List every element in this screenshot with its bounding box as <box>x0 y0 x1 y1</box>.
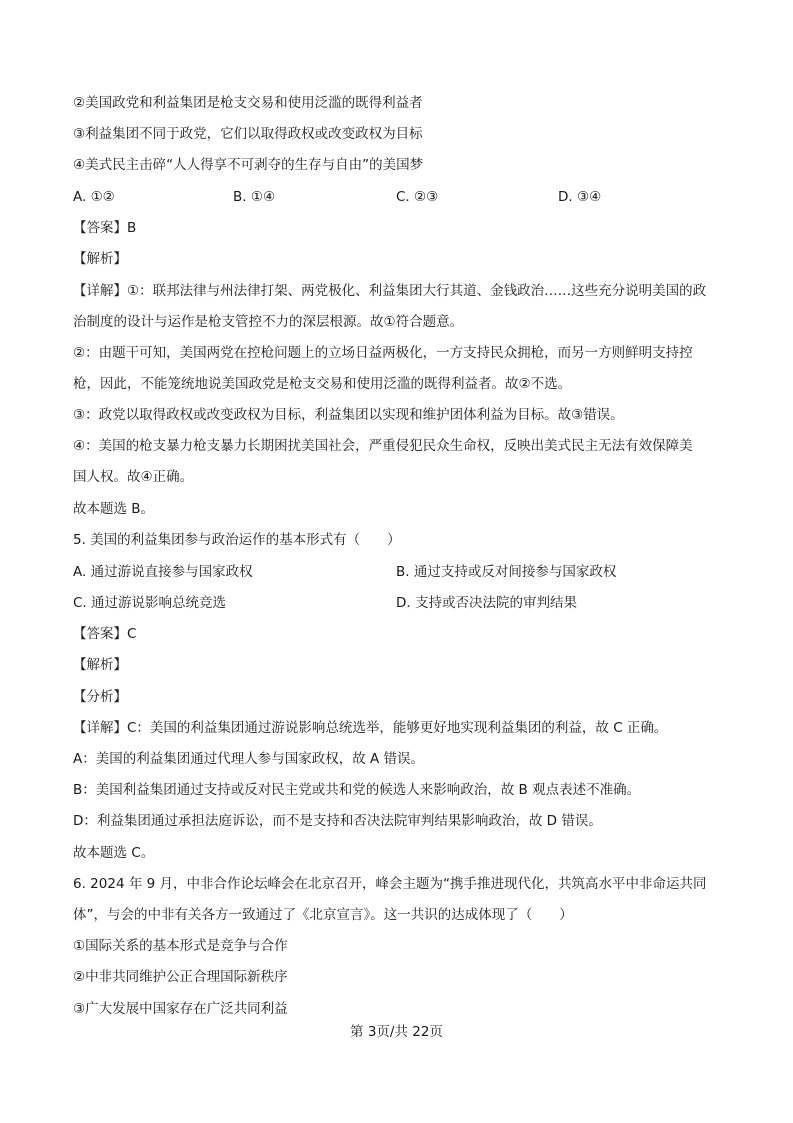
q6-stem: 体”，与会的中非有关各方一致通过了《北京宣言》。这一共识的达成体现了（ ） <box>73 907 573 923</box>
q6-statement-1: ①国际关系的基本形式是竞争与合作 <box>73 938 288 954</box>
q5-stem: 5. 美国的利益集团参与政治运作的基本形式有（ ） <box>73 532 401 548</box>
q4-analysis-label: 【解析】 <box>73 251 127 267</box>
q5-option-d: D. 支持或否决法院的审判结果 <box>396 595 577 611</box>
q4-statement-2: ②美国政党和利益集团是枪支交易和使用泛滥的既得利益者 <box>73 95 423 111</box>
q4-detail-line: ③：政党以取得政权或改变政权为目标，利益集团以实现和维护团体利益为目标。故③错误。 <box>73 407 624 423</box>
q5-analysis-label: 【解析】 <box>73 657 127 673</box>
q4-option-d: D. ③④ <box>558 189 602 205</box>
q5-option-c: C. 通过游说影响总统竞选 <box>73 595 227 611</box>
q4-detail-line: 枪，因此，不能笼统地说美国政党是枪支交易和使用泛滥的既得利益者。故②不选。 <box>73 376 572 392</box>
q4-answer: 【答案】B <box>73 220 137 236</box>
q6-stem: 6. 2024 年 9 月，中非合作论坛峰会在北京召开，峰会主题为“携手推进现代化，共筑高水平中非命运共同 <box>73 876 707 892</box>
q5-detail-line: A：美国的利益集团通过代理人参与国家政权，故 A 错误。 <box>73 751 425 767</box>
q5-detail-line: D：利益集团通过承担法庭诉讼，而不是支持和否决法院审判结果影响政治，故 D 错误。 <box>73 813 602 829</box>
q5-fenxi-label: 【分析】 <box>73 689 127 705</box>
q6-statement-3: ③广大发展中国家存在广泛共同利益 <box>73 1001 288 1017</box>
q4-detail-line: 国人权。故④正确。 <box>73 469 194 485</box>
q5-answer: 【答案】C <box>73 626 137 642</box>
q4-option-b: B. ①④ <box>233 189 276 205</box>
q5-detail-line: B：美国利益集团通过支持或反对民主党或共和党的候选人来影响政治，故 B 观点表述不准确。 <box>73 782 641 798</box>
q4-statement-3: ③利益集团不同于政党，它们以取得政权或改变政权为目标 <box>73 126 423 142</box>
q5-option-b: B. 通过支持或反对间接参与国家政权 <box>396 564 617 580</box>
q4-option-c: C. ②③ <box>396 189 439 205</box>
q4-detail-line: ②：由题干可知，美国两党在控枪问题上的立场日益两极化，一方支持民众拥枪，而另一方则鲜明支持控 <box>73 345 693 361</box>
q4-option-a: A. ①② <box>73 189 115 205</box>
q4-detail-line: 【详解】①：联邦法律与州法律打架、两党极化、利益集团大行其道、金钱政治……这些充分说明美国的政 <box>73 283 707 299</box>
q4-detail-line: 治制度的设计与运作是枪支管控不力的深层根源。故①符合题意。 <box>73 314 464 330</box>
q5-conclusion: 故本题选 C。 <box>73 845 155 861</box>
q5-option-a: A. 通过游说直接参与国家政权 <box>73 564 253 580</box>
q6-statement-2: ②中非共同维护公正合理国际新秩序 <box>73 969 288 985</box>
q5-detail-line: 【详解】C：美国的利益集团通过游说影响总统选举，能够更好地实现利益集团的利益，故 C 正确。 <box>73 720 668 736</box>
page-footer: 第 3页/共 22页 <box>350 1024 443 1040</box>
q4-detail-line: ④：美国的枪支暴力枪支暴力长期困扰美国社会，严重侵犯民众生命权，反映出美式民主无法有效保障美 <box>73 438 693 454</box>
q4-statement-4: ④美式民主击碎“人人得享不可剥夺的生存与自由”的美国梦 <box>73 157 424 173</box>
q4-conclusion: 故本题选 B。 <box>73 501 155 517</box>
